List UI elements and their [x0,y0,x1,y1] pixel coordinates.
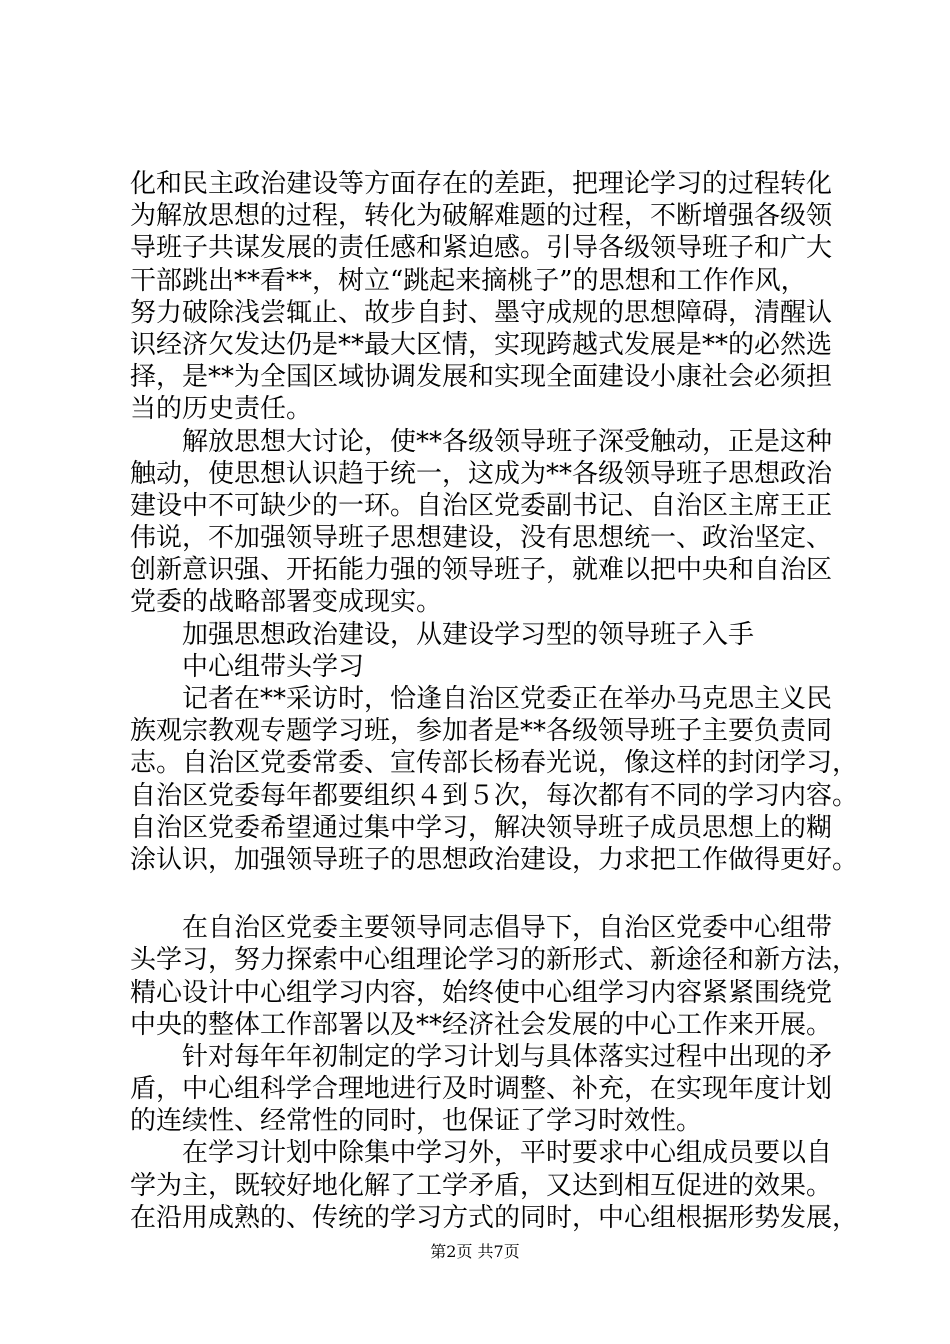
text-line: 触动，使思想认识趋于统一，这成为**各级领导班子思想政治 [130,458,833,489]
text-line: 头学习，努力探索中心组理论学习的新形式、新途径和新方法， [130,945,859,976]
page-footer: 第2页 共7页 [430,1242,520,1261]
text-line: 党委的战略部署变成现实。 [130,587,443,618]
text-line: 自治区党委每年都要组织４到５次，每次都有不同的学习内容。 [130,780,859,811]
text-line: 识经济欠发达仍是**最大区情，实现跨越式发展是**的必然选 [130,329,833,360]
document-body [130,168,859,1234]
text-line: 当的历史责任。 [130,394,313,425]
text-line: 涂认识，加强领导班子的思想政治建设，力求把工作做得更好。 [130,844,859,875]
paragraph-gap [130,876,830,912]
text-line: 在学习计划中除集中学习外，平时要求中心组成员要以自 [182,1138,833,1169]
text-line: 在沿用成熟的、传统的学习方式的同时，中心组根据形势发展， [130,1202,859,1233]
text-line: 自治区党委希望通过集中学习，解决领导班子成员思想上的糊 [130,812,833,843]
text-line: 创新意识强、开拓能力强的领导班子，就难以把中央和自治区 [130,555,833,586]
text-line: 的连续性、经常性的同时，也保证了学习时效性。 [130,1106,703,1137]
text-line: 解放思想大讨论，使**各级领导班子深受触动，正是这种 [182,426,833,457]
text-line: 记者在**采访时，恰逢自治区党委正在举办马克思主义民 [182,684,833,714]
text-line: 导班子共谋发展的责任感和紧迫感。引导各级领导班子和广大 [130,233,833,264]
text-line: 学为主，既较好地化解了工学矛盾，又达到相互促进的效果。 [130,1170,833,1201]
text-line: 志。自治区党委常委、宣传部长杨春光说，像这样的封闭学习， [130,748,859,779]
text-line: 伟说，不加强领导班子思想建设，没有思想统一、政治坚定、 [130,523,833,554]
text-line: 化和民主政治建设等方面存在的差距，把理论学习的过程转化 [130,169,833,199]
text-line: 干部跳出**看**，树立“跳起来摘桃子”的思想和工作作风， [130,265,807,296]
text-line: 族观宗教观专题学习班，参加者是**各级领导班子主要负责同 [130,716,833,747]
text-line: 建设中不可缺少的一环。自治区党委副书记、自治区主席王正 [130,490,833,521]
text-line: 针对每年年初制定的学习计划与具体落实过程中出现的矛 [182,1041,833,1072]
text-line: 努力破除浅尝辄止、故步自封、墨守成规的思想障碍，清醒认 [130,297,833,328]
text-line: 盾，中心组科学合理地进行及时调整、补充，在实现年度计划 [130,1074,833,1105]
text-line: 加强思想政治建设，从建设学习型的领导班子入手 [182,619,755,650]
text-line: 在自治区党委主要领导同志倡导下，自治区党委中心组带 [182,913,833,944]
text-line: 为解放思想的过程，转化为破解难题的过程，不断增强各级领 [130,201,833,232]
text-line: 择，是**为全国区域协调发展和实现全面建设小康社会必须担 [130,362,833,393]
text-line: 精心设计中心组学习内容，始终使中心组学习内容紧紧围绕党 [130,977,833,1008]
text-line: 中心组带头学习 [182,651,365,682]
text-line: 中央的整体工作部署以及**经济社会发展的中心工作来开展。 [130,1009,833,1040]
